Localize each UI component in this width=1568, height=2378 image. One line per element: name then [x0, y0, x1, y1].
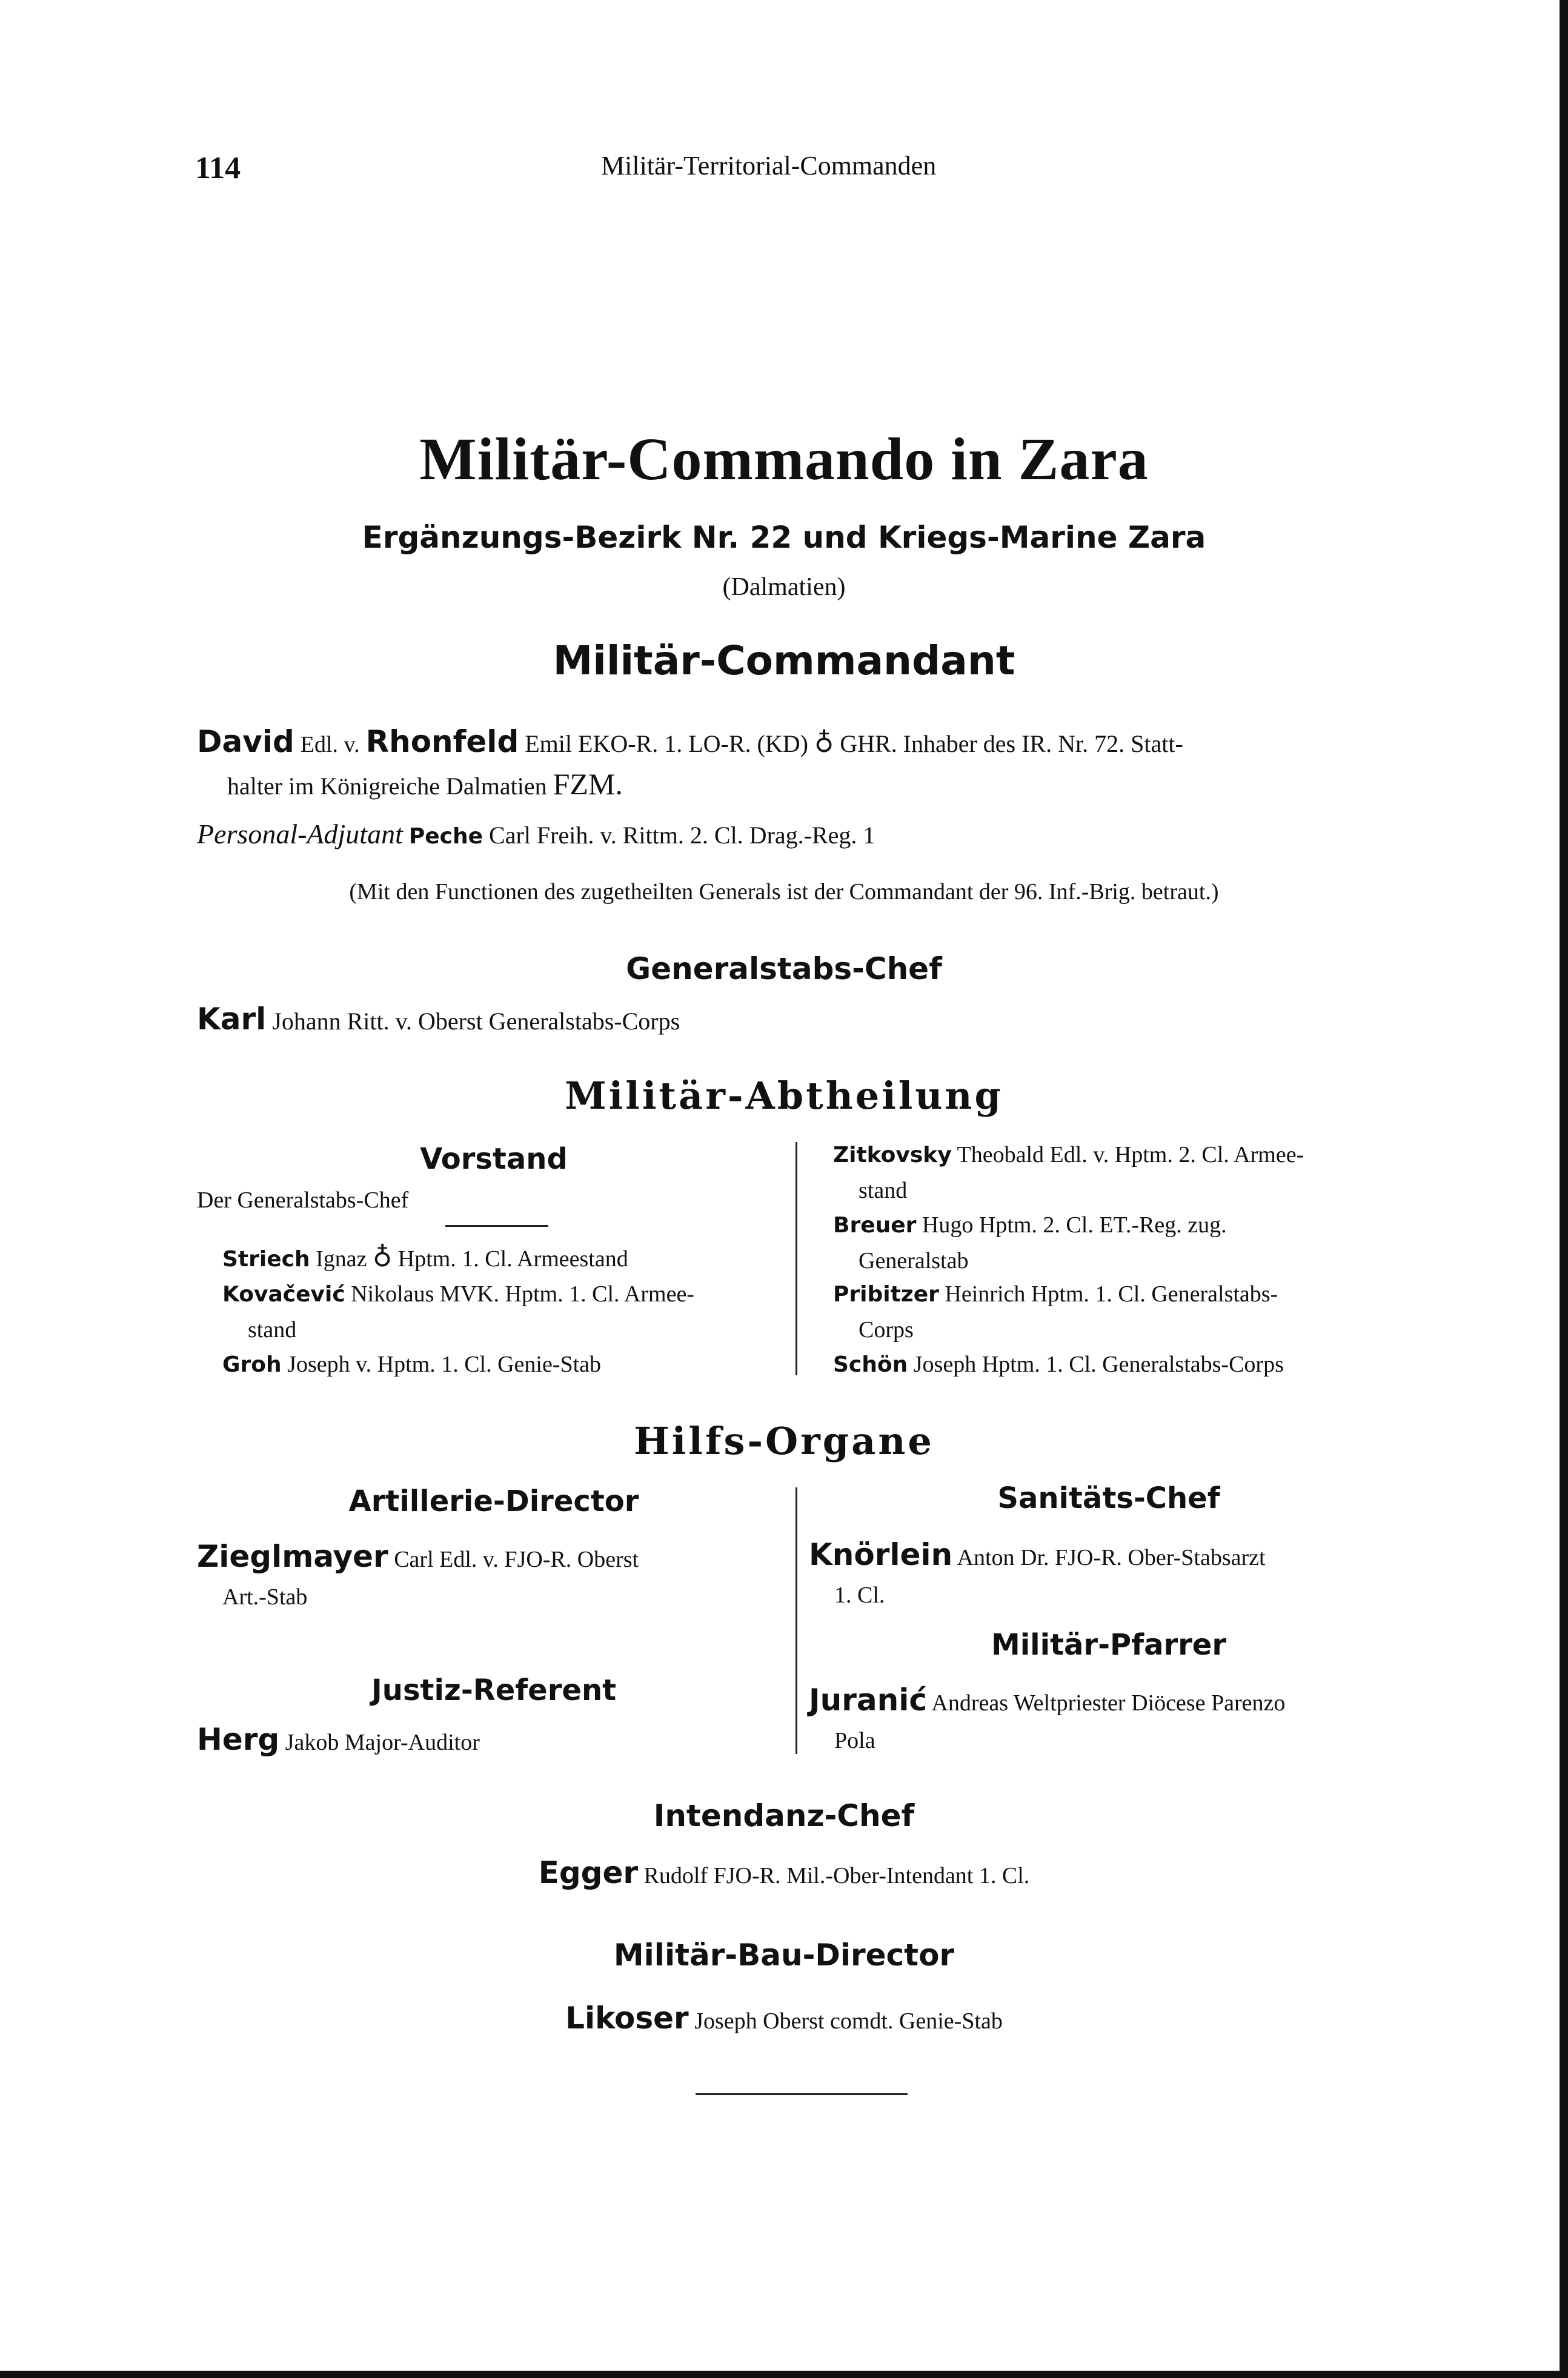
person-details-cont: 1. Cl.	[834, 1583, 885, 1608]
commandant-surname: David	[197, 724, 294, 759]
adjutant-entry	[197, 815, 1409, 856]
justiz-heading: Justiz-Referent	[371, 1673, 617, 1707]
justiz-entry	[197, 1721, 794, 1761]
generalstab-heading: Generalstabs-Chef	[626, 951, 942, 986]
vorstand-heading: Vorstand	[420, 1142, 568, 1176]
sanitaets-entry	[809, 1536, 1415, 1614]
intendanz-entry	[0, 1854, 1568, 1895]
page-subtitle: Ergänzungs-Bezirk Nr. 22 und Kriegs-Marine Zara	[362, 520, 1206, 555]
adjutant-details: Carl Freih. v. Rittm. 2. Cl. Drag.-Reg. 1	[489, 822, 875, 849]
commandant-surname-2: Rhonfeld	[365, 724, 519, 759]
person-details: Nikolaus MVK. Hptm. 1. Cl. Armee-	[351, 1281, 694, 1307]
commandant-entry	[197, 722, 1409, 764]
person-name: Likoser	[565, 2001, 689, 2036]
person-details: Anton Dr. FJO-R. Ober-Stabsarzt	[957, 1545, 1266, 1570]
pfarrer-heading: Militär-Pfarrer	[991, 1628, 1227, 1662]
person-name: Kovačević	[222, 1282, 345, 1307]
order-icon: ♁	[814, 728, 834, 759]
scan-edge-bottom	[0, 2371, 1568, 2378]
person-name: Zitkovsky	[833, 1143, 952, 1167]
commandant-entry-cont	[227, 765, 1378, 806]
artillerie-heading: Artillerie-Director	[348, 1484, 639, 1518]
person-name: Egger	[538, 1855, 639, 1890]
hilfs-heading: Hilfs-Organe	[634, 1419, 934, 1463]
person-name: Breuer	[833, 1213, 917, 1238]
person-details: Joseph Oberst comdt. Genie-Stab	[694, 2008, 1003, 2034]
divider-short	[445, 1225, 548, 1227]
page-title: Militär-Commando in Zara	[419, 425, 1149, 493]
person-name: Zieglmayer	[197, 1539, 388, 1574]
person-details-cont: stand	[248, 1317, 297, 1343]
region-label: (Dalmatien)	[722, 573, 846, 601]
person-name: Pribitzer	[833, 1282, 939, 1307]
adjutant-label: Personal-Adjutant	[197, 819, 403, 849]
person-details: Hugo Hptm. 2. Cl. ET.-Reg. zug.	[922, 1212, 1227, 1238]
person-details: Theobald Edl. v. Hptm. 2. Cl. Armee-	[957, 1142, 1304, 1167]
person-name: Juranić	[809, 1682, 927, 1718]
commandant-details-tail: GHR. Inhaber des IR. Nr. 72. Statt-	[840, 730, 1183, 757]
list-item	[833, 1207, 1440, 1278]
artillerie-entry	[197, 1538, 794, 1616]
person-details: Jakob Major-Auditor	[285, 1730, 480, 1755]
commandant-details: Emil EKO-R. 1. LO-R. (KD)	[525, 730, 808, 757]
list-item	[222, 1277, 817, 1347]
person-details: Heinrich Hptm. 1. Cl. Generalstabs-	[945, 1281, 1278, 1307]
commandant-rank: FZM.	[553, 767, 623, 801]
person-details: Carl Edl. v. FJO-R. Oberst	[394, 1547, 639, 1572]
closing-rule	[696, 2093, 908, 2095]
order-icon: ♁	[373, 1242, 393, 1273]
intendanz-heading: Intendanz-Chef	[653, 1798, 915, 1833]
list-item	[222, 1240, 817, 1277]
person-details: Joseph Hptm. 1. Cl. Generalstabs-Corps	[913, 1352, 1284, 1377]
person-details-cont: stand	[859, 1178, 908, 1203]
commandant-heading: Militär-Commandant	[553, 637, 1015, 684]
person-details-cont: Generalstab	[859, 1248, 969, 1274]
list-item	[833, 1137, 1440, 1208]
running-title: Militär-Territorial-Commanden	[601, 151, 937, 181]
column-divider	[796, 1487, 797, 1754]
person-name: Striech	[222, 1247, 310, 1272]
bau-entry	[0, 1999, 1568, 2040]
list-item	[833, 1347, 1440, 1383]
adjutant-name: Peche	[408, 824, 483, 849]
commandant-office: halter im Königreiche Dalmatien	[227, 772, 547, 800]
bau-heading: Militär-Bau-Director	[613, 1938, 955, 1973]
person-name: Schön	[833, 1352, 908, 1377]
person-details-cont: Corps	[859, 1317, 914, 1343]
person-name: Herg	[197, 1722, 280, 1757]
person-details: Andreas Weltpriester Diöcese Parenzo	[931, 1690, 1286, 1716]
abtheilung-heading: Militär-Abtheilung	[565, 1074, 1003, 1118]
person-details: Ignaz	[316, 1246, 367, 1272]
person-details-cont: Art.-Stab	[222, 1584, 308, 1610]
column-divider	[796, 1142, 797, 1375]
person-details-cont: Pola	[834, 1728, 875, 1753]
person-name: Groh	[222, 1352, 282, 1377]
person-details: Rudolf FJO-R. Mil.-Ober-Intendant 1. Cl.	[643, 1863, 1030, 1888]
person-details: Joseph v. Hptm. 1. Cl. Genie-Stab	[287, 1352, 602, 1377]
pfarrer-entry	[809, 1681, 1415, 1759]
page-number: 114	[195, 151, 241, 185]
commandant-note: (Mit den Functionen des zugetheilten Generals ist der Commandant der 96. Inf.-Brig. betraut.)	[349, 879, 1219, 905]
person-name: Knörlein	[809, 1537, 953, 1572]
list-item	[222, 1347, 817, 1383]
person-details-2: Hptm. 1. Cl. Armeestand	[397, 1246, 628, 1272]
commandant-particle: Edl. v.	[300, 732, 360, 757]
generalstab-entry	[197, 1000, 1409, 1041]
generalstab-name: Karl	[197, 1001, 267, 1037]
sanitaets-heading: Sanitäts-Chef	[997, 1481, 1220, 1515]
vorstand-entry: Der Generalstabs-Chef	[197, 1187, 409, 1213]
generalstab-details: Johann Ritt. v. Oberst Generalstabs-Corps	[272, 1008, 680, 1035]
list-item	[833, 1277, 1440, 1347]
